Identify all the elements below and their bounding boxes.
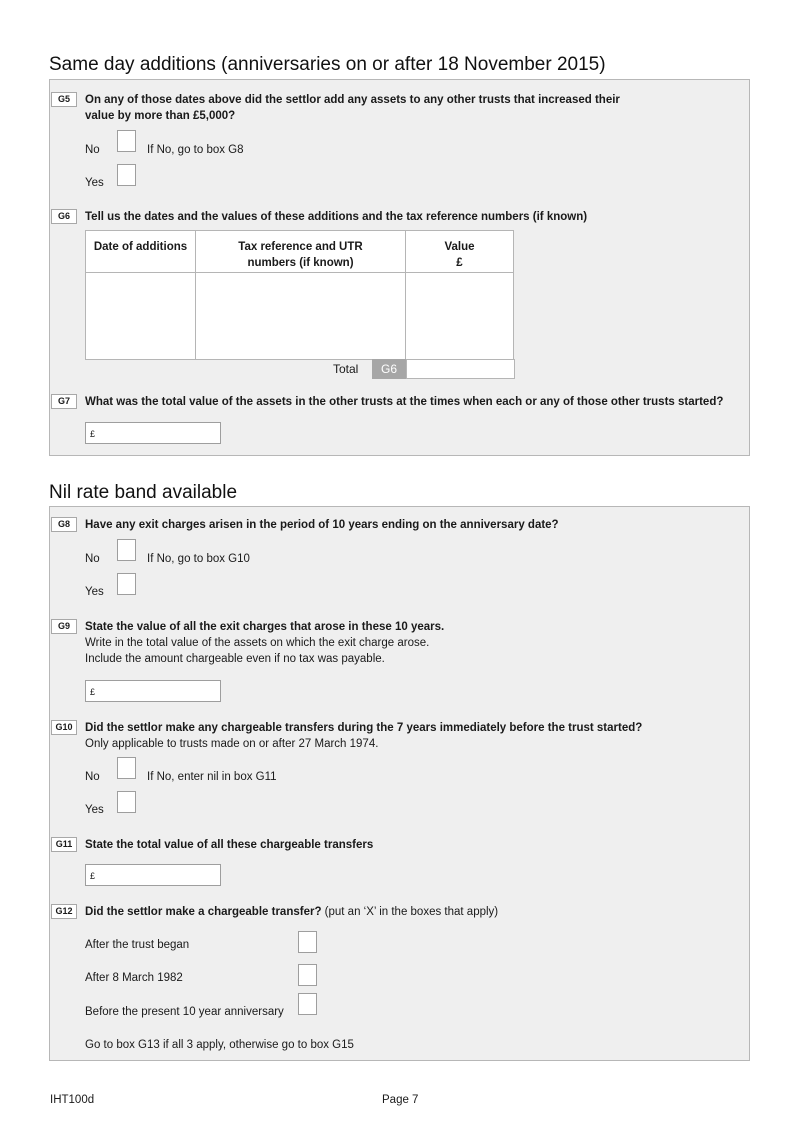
- g5-yes-row: [85, 172, 104, 194]
- g9-instruction-2: Include the amount chargeable even if no tax was payable.: [85, 653, 385, 665]
- question-text-g8: Have any exit charges arisen in the period of 10 years ending on the anniversary date?: [85, 519, 559, 531]
- col-header-value: [406, 231, 514, 273]
- nil-rate-band-panel: [49, 506, 750, 1061]
- g11-currency-symbol: £: [90, 871, 96, 881]
- g10-no-checkbox[interactable]: [117, 757, 136, 779]
- g12-option-before-anniversary-label: Before the present 10 year anniversary: [85, 1006, 284, 1018]
- question-text-g9: State the value of all the exit charges that arose in these 10 years.: [85, 621, 445, 633]
- g11-amount-input[interactable]: [85, 864, 221, 886]
- col-header-tax-ref-line2: numbers (if known): [247, 257, 354, 269]
- g9-instruction-1: Write in the total value of the assets on which the exit charge arose.: [85, 637, 430, 649]
- box-number-g11: G11: [51, 837, 77, 852]
- question-text-g11: State the total value of all these chargeable transfers: [85, 839, 374, 851]
- box-number-g5: G5: [51, 92, 77, 107]
- page-number: Page 7: [382, 1094, 419, 1106]
- col-header-tax-ref-line1: Tax reference and UTR: [238, 241, 363, 253]
- question-text-g12: [85, 904, 735, 920]
- g7-currency-symbol: £: [90, 429, 96, 439]
- g10-no-hint: If No, enter nil in box G11: [147, 771, 277, 783]
- g8-no-hint: If No, go to box G10: [147, 553, 250, 565]
- g8-yes-checkbox[interactable]: [117, 573, 136, 595]
- box-number-g9: G9: [51, 619, 77, 634]
- g6-total-row: [85, 359, 515, 379]
- g8-yes-label: Yes: [85, 586, 104, 598]
- g12-option-after-trust-began-label: After the trust began: [85, 939, 190, 951]
- g5-no-row: [85, 139, 100, 161]
- question-text-g6: Tell us the dates and the values of these additions and the tax reference numbers (if known): [85, 211, 588, 223]
- g12-option-after-8-march-1982-label: After 8 March 1982: [85, 972, 183, 984]
- g10-yes-checkbox[interactable]: [117, 791, 136, 813]
- box-number-g7: G7: [51, 394, 77, 409]
- box-number-g8: G8: [51, 517, 77, 532]
- question-text-g7: What was the total value of the assets in the other trusts at the times when each or any of those other trusts started?: [85, 396, 724, 408]
- cell-date-input[interactable]: [86, 273, 196, 360]
- g5-no-checkbox[interactable]: [117, 130, 136, 152]
- g12-option-after-8-march-1982-checkbox[interactable]: [298, 964, 317, 986]
- g10-instruction: Only applicable to trusts made on or after 27 March 1974.: [85, 738, 379, 750]
- g8-no-checkbox[interactable]: [117, 539, 136, 561]
- box-number-g12: G12: [51, 904, 77, 919]
- box-number-g10: G10: [51, 720, 77, 735]
- question-text-g5: On any of those dates above did the settlor add any assets to any other trusts that increased their value by more than £5,000?: [85, 94, 620, 122]
- col-header-value-line1: Value: [444, 241, 475, 253]
- g8-no-label: No: [85, 553, 100, 565]
- g10-no-row: [85, 766, 100, 788]
- question-text-g10: Did the settlor make any chargeable transfers during the 7 years immediately before the trust started?: [85, 722, 643, 734]
- g12-navigation-note: Go to box G13 if all 3 apply, otherwise go to box G15: [85, 1039, 354, 1051]
- g10-yes-label: Yes: [85, 804, 104, 816]
- section-title-nil-rate-band: Nil rate band available: [49, 482, 238, 503]
- additions-table: [85, 230, 514, 360]
- g10-yes-row: [85, 799, 104, 821]
- cell-value-input[interactable]: [406, 273, 514, 360]
- section-title-same-day-additions: Same day additions (anniversaries on or after 18 November 2015): [49, 54, 606, 75]
- form-code: IHT100d: [50, 1094, 95, 1106]
- g6-total-box-label: G6: [372, 359, 406, 379]
- g5-yes-label: Yes: [85, 177, 104, 189]
- g5-yes-checkbox[interactable]: [117, 164, 136, 186]
- g9-currency-symbol: £: [90, 687, 96, 697]
- g8-no-row: [85, 548, 100, 570]
- g12-option-after-trust-began-checkbox[interactable]: [298, 931, 317, 953]
- g12-option-before-anniversary-checkbox[interactable]: [298, 993, 317, 1015]
- g5-no-label: No: [85, 144, 100, 156]
- g8-yes-row: [85, 581, 104, 603]
- col-header-date: Date of additions: [86, 231, 196, 273]
- same-day-additions-panel: [49, 79, 750, 456]
- box-number-g6: G6: [51, 209, 77, 224]
- g7-amount-input[interactable]: [85, 422, 221, 444]
- g6-total-label: Total: [333, 362, 359, 376]
- cell-tax-ref-input[interactable]: [196, 273, 406, 360]
- col-header-tax-ref: [196, 231, 406, 273]
- g10-no-label: No: [85, 771, 100, 783]
- col-header-value-line2: £: [456, 257, 463, 269]
- g12-question-instruction: (put an ‘X’ in the boxes that apply): [321, 906, 499, 918]
- g9-amount-input[interactable]: [85, 680, 221, 702]
- g5-no-hint: If No, go to box G8: [147, 144, 244, 156]
- g6-total-input[interactable]: [406, 359, 515, 379]
- g12-question-bold: Did the settlor make a chargeable transfer?: [85, 906, 322, 918]
